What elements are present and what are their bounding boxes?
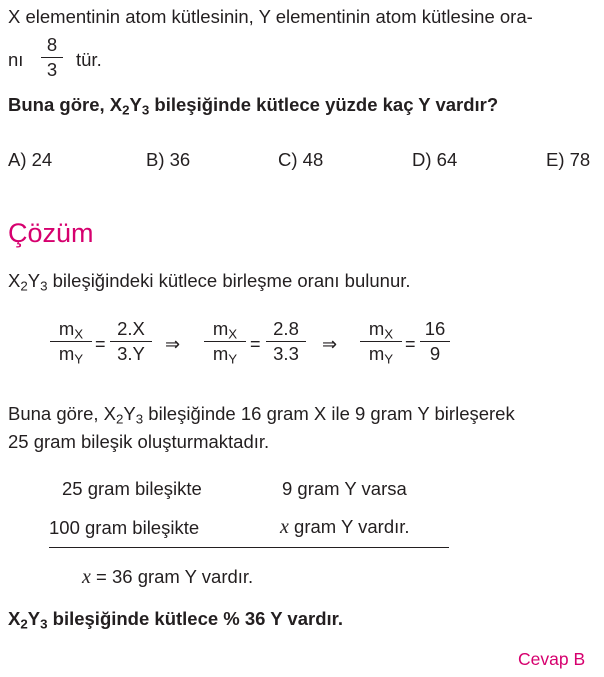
value-ratio: 2.8 3.3 xyxy=(266,318,306,365)
solution-heading: Çözüm xyxy=(8,218,94,248)
implies-arrow-2: ⇒ xyxy=(322,334,338,354)
result-ratio: 16 9 xyxy=(420,318,450,365)
ratio-numerator: 8 xyxy=(46,34,58,55)
equals-sign-2: = xyxy=(250,334,261,354)
question-line-2-prefix: nı xyxy=(8,49,24,70)
answer-label: Cevap B xyxy=(518,649,586,669)
atom-ratio: 2.X 3.Y xyxy=(110,318,152,365)
equals-sign-1: = xyxy=(95,334,106,354)
solution-paragraph-line-1: Buna göre, $X_2Y_3$ bileşiğinde 16 gram X ile 9 gram Y birleşerek xyxy=(8,403,515,427)
option-c[interactable]: C) 48 xyxy=(278,149,324,170)
proportion-right-1: 9 gram Y varsa xyxy=(282,478,407,499)
solution-intro: $X_2Y_3$ bileşiğindeki kütlece birleşme oranı bulunur. xyxy=(8,270,411,294)
equals-sign-3: = xyxy=(405,334,416,354)
solution-paragraph-line-2: 25 gram bileşik oluşturmaktadır. xyxy=(8,431,270,452)
fraction-bar xyxy=(41,57,63,58)
ratio-fraction xyxy=(41,34,63,81)
question-line-2-suffix: tür. xyxy=(76,49,102,70)
proportion-divider xyxy=(49,547,449,548)
implies-arrow-1: ⇒ xyxy=(165,334,181,354)
mass-ratio-3: $m_X$ $m_Y$ xyxy=(360,318,402,365)
proportion-right-2: x gram Y vardır. xyxy=(280,516,410,538)
option-a[interactable]: A) 24 xyxy=(8,149,53,170)
proportion-result: x = 36 gram Y vardır. xyxy=(82,566,254,588)
option-d[interactable]: D) 64 xyxy=(412,149,458,170)
final-statement: $X_2Y_3$ bileşiğinde kütlece % 36 Y vardır. xyxy=(8,608,343,632)
option-b[interactable]: B) 36 xyxy=(146,149,191,170)
question-line-1: X elementinin atom kütlesinin, Y elementinin atom kütlesine ora- xyxy=(8,6,533,27)
mass-ratio-1: $m_X$ $m_Y$ xyxy=(50,318,92,365)
question-prompt: Buna göre, $X_2Y_3$ bileşiğinde kütlece yüzde kaç Y vardır? xyxy=(8,94,499,118)
mass-ratio-2: $m_X$ $m_Y$ xyxy=(204,318,246,365)
option-e[interactable]: E) 78 xyxy=(546,149,591,170)
proportion-left-1: 25 gram bileşikte xyxy=(62,478,202,499)
proportion-left-2: 100 gram bileşikte xyxy=(49,517,200,538)
ratio-denominator: 3 xyxy=(46,59,58,81)
